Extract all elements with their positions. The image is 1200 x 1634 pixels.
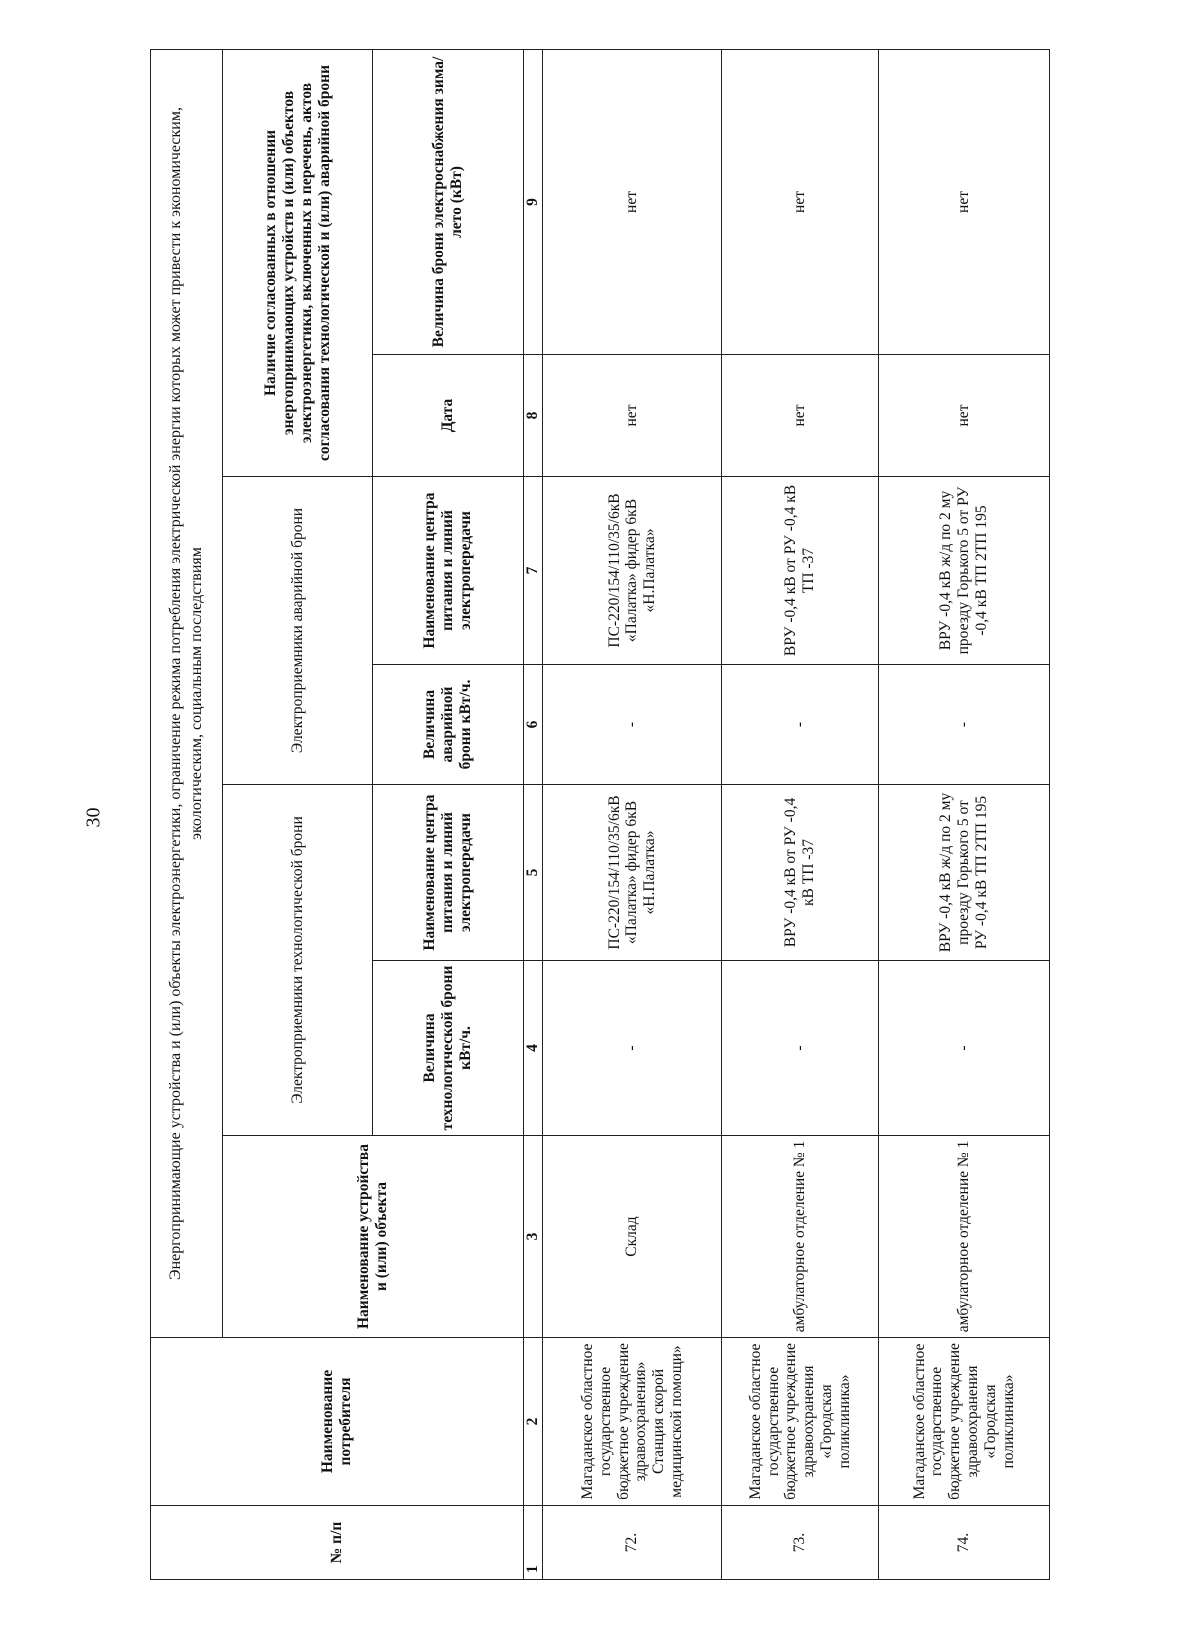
- col-number: 9: [523, 49, 542, 354]
- row-emerg-center: ВРУ -0,4 кВ ж/д по 2 му проезду Горького 5 от РУ -0,4 кВ ТП 2ТП 195: [878, 477, 1049, 665]
- row-tech-center: ВРУ -0,4 кВ ж/д по 2 му проезду Горького 5 от РУ -0,4 кВ ТП 2ТП 195: [878, 785, 1049, 961]
- header-title: Энергопринимающие устройства и (или) объекты электроэнергетики, ограничение режима потребления электрической энергии которых может привести к экономическим, экологическим, социальным последствиям: [151, 49, 223, 1337]
- row-tech-value: -: [722, 961, 879, 1136]
- col-number: 8: [523, 355, 542, 477]
- row-emerg-center: ПС-220/154/110/35/6кВ «Палатка» фидер 6кВ «Н.Палатка»: [543, 477, 722, 665]
- rotated-table-sheet: [150, 50, 1050, 1580]
- col-number: 4: [523, 961, 542, 1136]
- row-tech-value: -: [543, 961, 722, 1136]
- col-number: 2: [523, 1338, 542, 1506]
- row-agree-value: нет: [878, 49, 1049, 354]
- header-emerg-group: Электроприемники аварийной брони: [223, 477, 373, 785]
- row-num: 72.: [543, 1506, 722, 1580]
- col-number: 1: [523, 1506, 542, 1580]
- col-number: 3: [523, 1136, 542, 1338]
- row-emerg-value: -: [722, 665, 879, 785]
- col-number: 6: [523, 665, 542, 785]
- row-consumer: Магаданское областное государственное бюджетное учреждение здравоохранения «Городская поликлиника»: [722, 1338, 879, 1506]
- row-tech-center: ВРУ -0,4 кВ от РУ -0,4 кВ ТП -37: [722, 785, 879, 961]
- header-num: № п/п: [151, 1506, 524, 1580]
- header-agree-group: Наличие согласованных в отношении энергопринимающих устройств и (или) объектов электроэнергетики, включенных в перечень, актов согласования технологической и (или) аварийной брони: [223, 49, 373, 476]
- header-device: Наименование устройства и (или) объекта: [223, 1136, 524, 1338]
- row-agree-value: нет: [722, 49, 879, 354]
- row-tech-center: ПС-220/154/110/35/6кВ «Палатка» фидер 6кВ «Н.Палатка»: [543, 785, 722, 961]
- energy-table: [150, 49, 1050, 1580]
- table-row: [722, 49, 879, 1579]
- header-tech-value: Величина технологической брони кВт/ч.: [373, 961, 523, 1136]
- row-device: амбулаторное отделение № 1: [878, 1136, 1049, 1338]
- row-tech-value: -: [878, 961, 1049, 1136]
- row-consumer: Магаданское областное государственное бюджетное учреждение здравоохранения «Городская поликлиника»: [878, 1338, 1049, 1506]
- row-agree-date: нет: [722, 355, 879, 477]
- page-number: 30: [82, 807, 105, 828]
- row-agree-date: нет: [543, 355, 722, 477]
- row-agree-date: нет: [878, 355, 1049, 477]
- header-emerg-center: Наименование центра питания и линий электропередачи: [373, 477, 523, 665]
- row-num: 74.: [878, 1506, 1049, 1580]
- table-row: [878, 49, 1049, 1579]
- row-device: амбулаторное отделение № 1: [722, 1136, 879, 1338]
- row-consumer: Магаданское областное государственное бюджетное учреждение здравоохранения» Станция скорой медицинской помощи»: [543, 1338, 722, 1506]
- row-num: 73.: [722, 1506, 879, 1580]
- row-emerg-value: -: [878, 665, 1049, 785]
- row-device: Склад: [543, 1136, 722, 1338]
- row-emerg-center: ВРУ -0,4 кВ от РУ -0,4 кВ ТП -37: [722, 477, 879, 665]
- header-consumer: Наименование потребителя: [151, 1338, 524, 1506]
- header-tech-center: Наименование центра питания и линий электропередачи: [373, 785, 523, 961]
- col-number: 7: [523, 477, 542, 665]
- header-tech-group: Электроприемники технологической брони: [223, 785, 373, 1136]
- row-emerg-value: -: [543, 665, 722, 785]
- header-agree-date: Дата: [373, 355, 523, 477]
- table-row: [543, 49, 722, 1579]
- header-agree-value: Величина брони электроснабжения зима/лето (кВт): [373, 49, 523, 354]
- col-number: 5: [523, 785, 542, 961]
- row-agree-value: нет: [543, 49, 722, 354]
- header-emerg-value: Величина аварийной брони кВт/ч.: [373, 665, 523, 785]
